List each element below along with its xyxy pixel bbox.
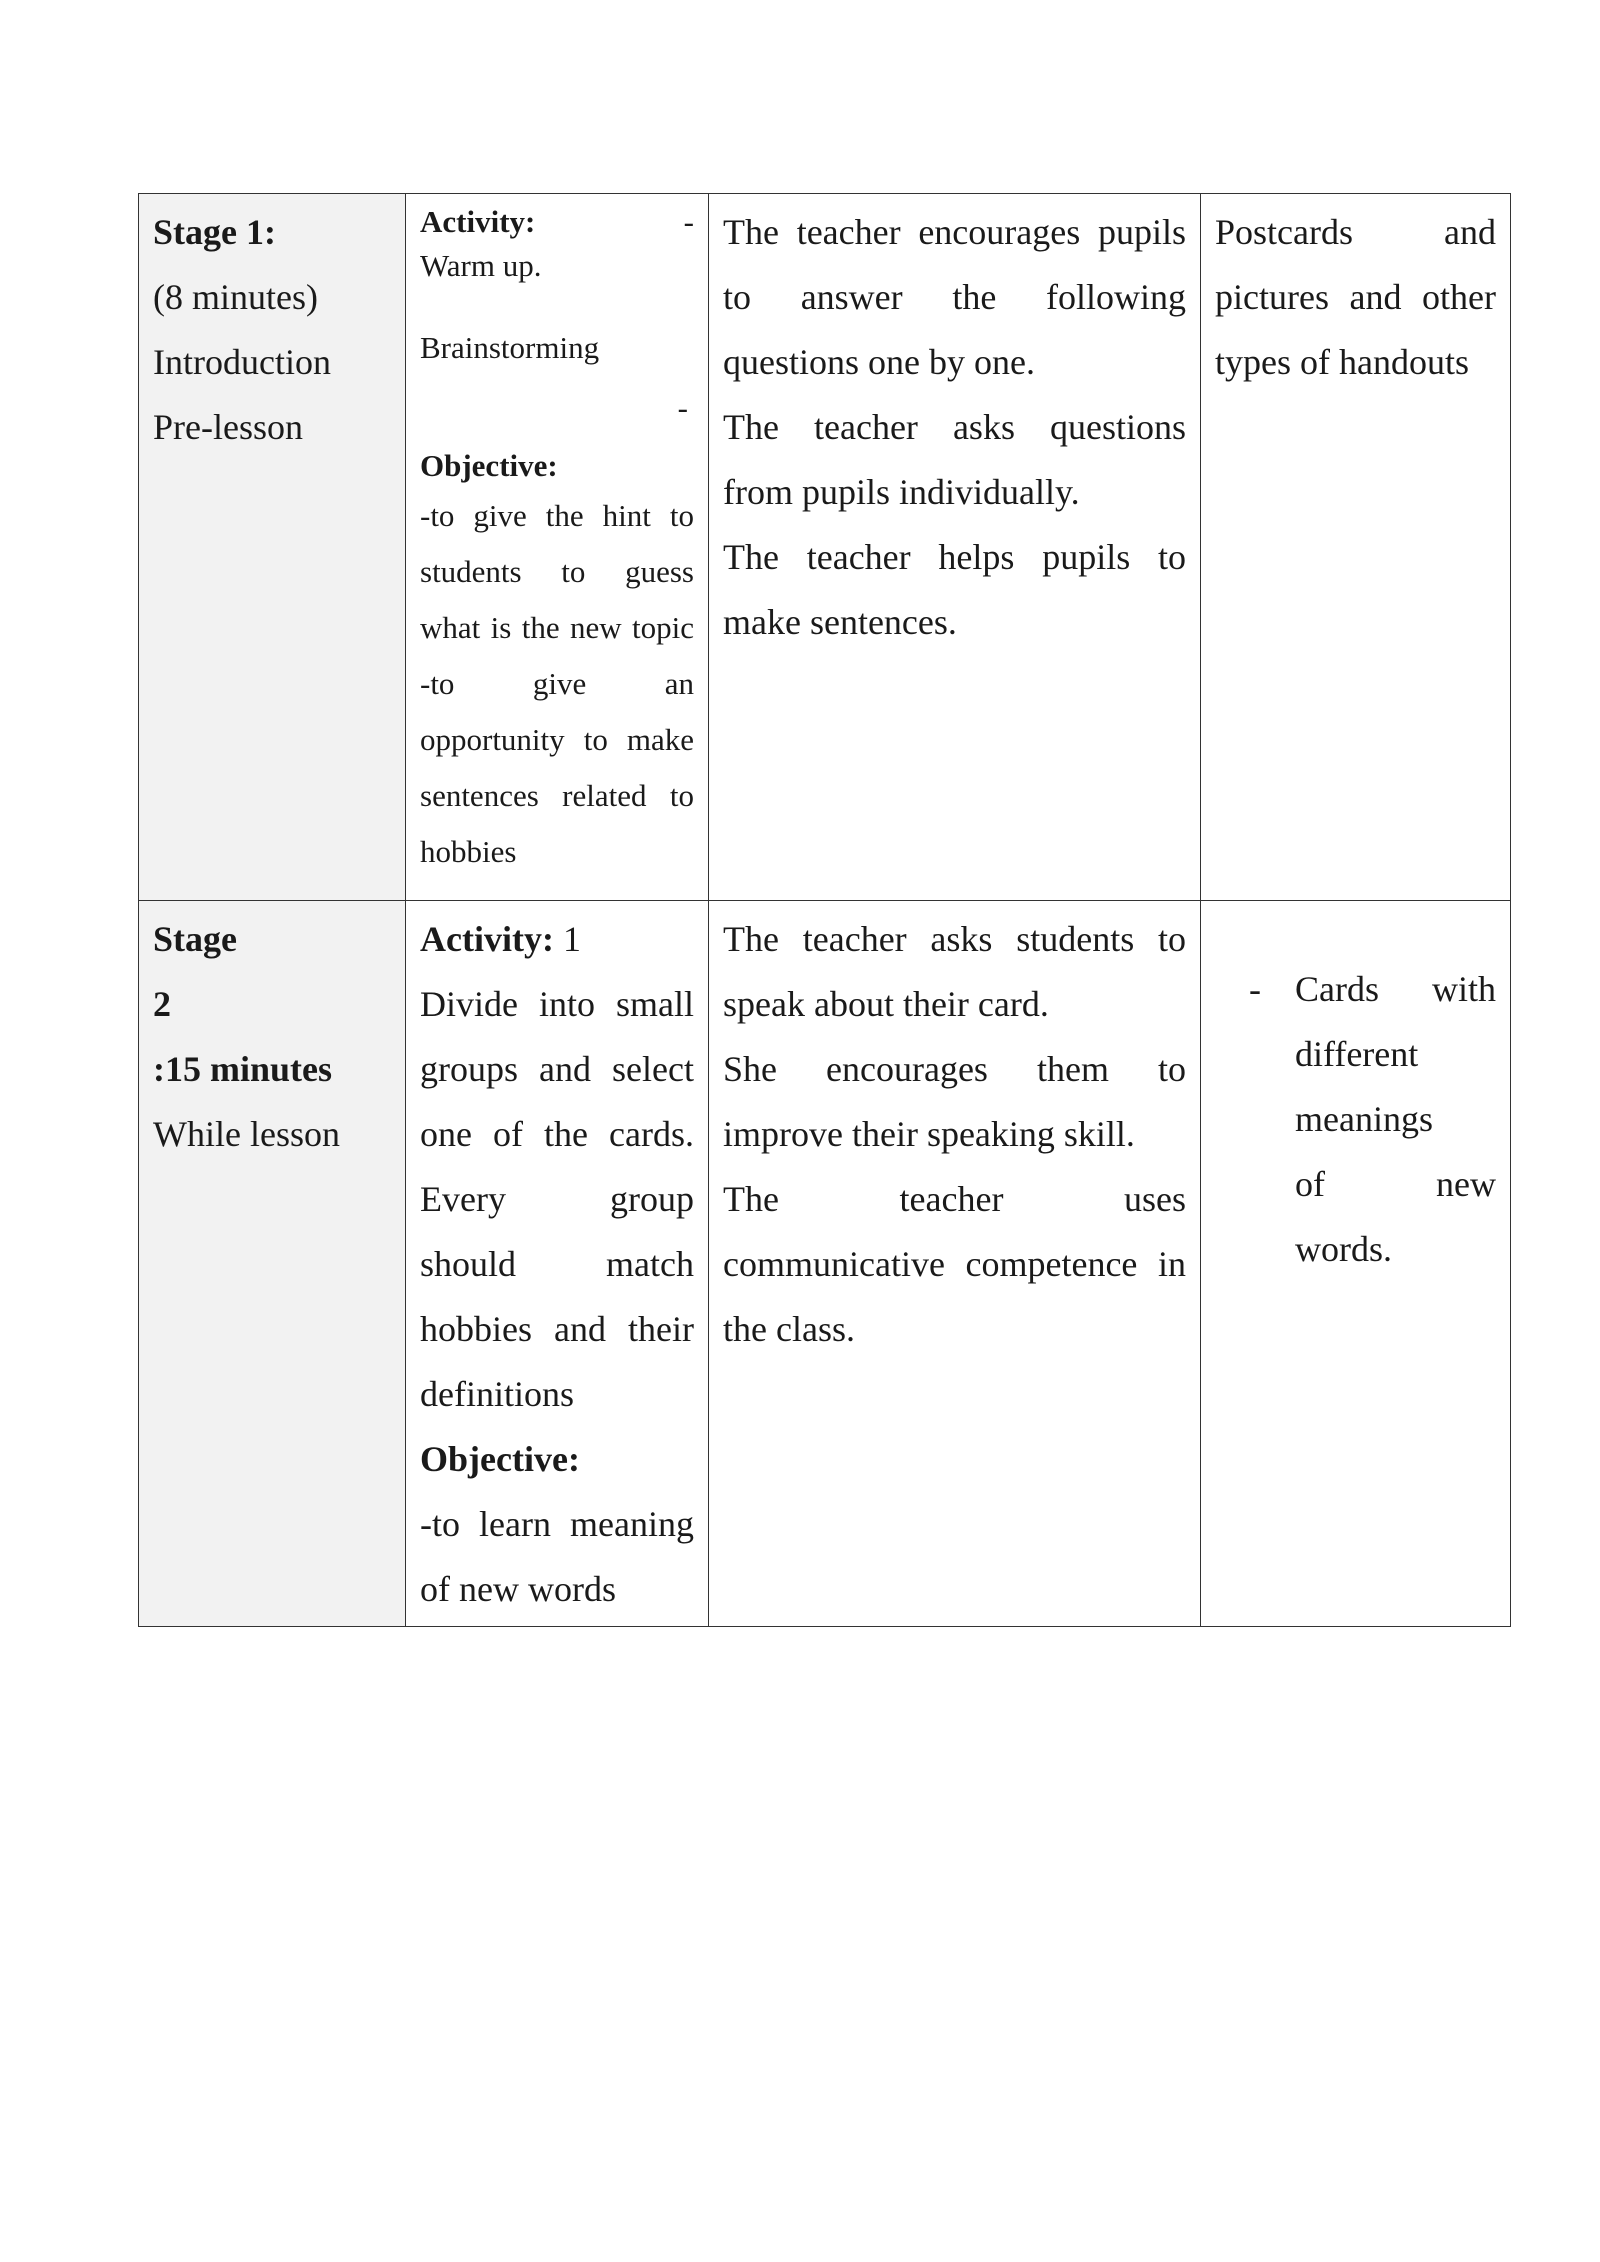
table-row bbox=[139, 901, 1511, 1627]
teacher-line: The teacher asks students to bbox=[723, 919, 1186, 959]
objective-text: students to guess bbox=[420, 554, 694, 589]
materials-line: meanings bbox=[1295, 1099, 1433, 1139]
bullet-dash: - bbox=[1249, 969, 1261, 1009]
materials-cell bbox=[1201, 901, 1511, 1627]
teacher-line: The teacher encourages pupils bbox=[723, 212, 1186, 252]
materials-line: Cards with bbox=[1295, 969, 1496, 1009]
objective-text: opportunity to make bbox=[420, 722, 694, 757]
materials-line: words. bbox=[1295, 1229, 1392, 1269]
objective-text: sentences related to bbox=[420, 778, 694, 813]
teacher-line: The teacher asks questions bbox=[723, 407, 1186, 447]
activity-label: Activity: bbox=[420, 919, 554, 959]
stage-duration: :15 minutes bbox=[153, 1049, 332, 1089]
table-row bbox=[139, 194, 1511, 901]
activity-cell bbox=[406, 194, 709, 901]
teacher-activity-cell bbox=[709, 901, 1201, 1627]
activity-technique: Brainstorming bbox=[420, 330, 600, 365]
teacher-line: The teacher helps pupils to bbox=[723, 537, 1186, 577]
objective-text: hobbies bbox=[420, 834, 517, 869]
stage-phase: While lesson bbox=[153, 1114, 340, 1154]
stage-name: Introduction bbox=[153, 342, 331, 382]
activity-line: hobbies and their bbox=[420, 1309, 694, 1349]
stage-number: 2 bbox=[153, 984, 171, 1024]
stage-cell bbox=[139, 901, 406, 1627]
teacher-line: The teacher uses bbox=[723, 1179, 1186, 1219]
materials-line: different bbox=[1295, 1034, 1419, 1074]
materials-line: Postcards and bbox=[1215, 212, 1496, 252]
activity-line: should match bbox=[420, 1244, 694, 1284]
dash-mark: - bbox=[683, 204, 694, 239]
objective-label: Objective: bbox=[420, 448, 558, 483]
objective-label: Objective: bbox=[420, 1439, 580, 1479]
materials-list bbox=[1215, 957, 1496, 1282]
teacher-line: She encourages them to bbox=[723, 1049, 1186, 1089]
stage-duration: (8 minutes) bbox=[153, 277, 318, 317]
materials-line: types of handouts bbox=[1215, 342, 1469, 382]
dash-mark: - bbox=[677, 390, 688, 425]
stage-phase: Pre-lesson bbox=[153, 407, 303, 447]
lesson-plan-table bbox=[138, 193, 1511, 1627]
teacher-line: improve their speaking skill. bbox=[723, 1114, 1135, 1154]
teacher-line: communicative competence in bbox=[723, 1244, 1186, 1284]
objective-text: -to give an bbox=[420, 666, 694, 701]
teacher-line: the class. bbox=[723, 1309, 855, 1349]
objective-text: -to learn meaning bbox=[420, 1504, 694, 1544]
activity-line: Every group bbox=[420, 1179, 694, 1219]
activity-line: groups and select bbox=[420, 1049, 694, 1089]
objective-text: what is the new topic bbox=[420, 610, 694, 645]
teacher-line: make sentences. bbox=[723, 602, 957, 642]
stage-cell bbox=[139, 194, 406, 901]
objective-text: -to give the hint to bbox=[420, 498, 694, 533]
teacher-line: to answer the following bbox=[723, 277, 1186, 317]
activity-line: definitions bbox=[420, 1374, 574, 1414]
activity-heading bbox=[420, 907, 694, 972]
teacher-line: from pupils individually. bbox=[723, 472, 1080, 512]
activity-number: 1 bbox=[553, 919, 581, 959]
teacher-activity-cell bbox=[709, 194, 1201, 901]
stage-title: Stage 1: bbox=[153, 212, 276, 252]
teacher-line: questions one by one. bbox=[723, 342, 1035, 382]
activity-line: one of the cards. bbox=[420, 1114, 694, 1154]
teacher-line: speak about their card. bbox=[723, 984, 1049, 1024]
activity-line: Divide into small bbox=[420, 984, 694, 1024]
activity-name: Warm up. bbox=[420, 248, 542, 283]
stage-title: Stage bbox=[153, 919, 237, 959]
materials-line: of new bbox=[1295, 1164, 1496, 1204]
objective-text: of new words bbox=[420, 1569, 616, 1609]
activity-cell bbox=[406, 901, 709, 1627]
materials-line: pictures and other bbox=[1215, 277, 1496, 317]
activity-label: Activity: bbox=[420, 204, 536, 239]
materials-cell bbox=[1201, 194, 1511, 901]
